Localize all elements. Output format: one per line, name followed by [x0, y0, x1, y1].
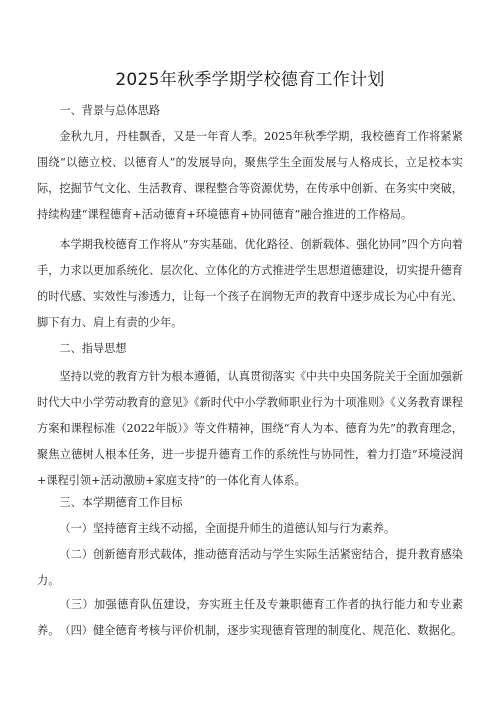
paragraph-background-1: 金秋九月，丹桂飘香，又是一年育人季。2025年秋季学期，我校德育工作将紧紧围绕“以德立校、以德育人”的发展导向，聚焦学生全面发展与人格成长，立足校本实际，挖掘节气文化、生活教育、课程整合等资源优势，在传承中创新、在务实中突破，持续构建“课程德育+活动德育+环境德育+协同德育”融合推进的工作格局。 [37, 130, 463, 221]
goal-item-4: （四）健全德育考核与评价机制，逐步实现德育管理的制度化、规范化、数据化。 [59, 624, 463, 637]
paragraph-background-2: 本学期我校德育工作将从“夯实基础、优化路径、创新载体、强化协同”四个方向着手，力求以更加系统化、层次化、立体化的方式推进学生思想道德建设，切实提升德育的时代感、实效性与渗透力，让每一个孩子在润物无声的教育中逐步成长为心中有光、脚下有力、肩上有责的少年。 [37, 238, 463, 329]
goal-item-2: （二）创新德育形式载体，推动德育活动与学生实际生活紧密结合，提升教育感染力。 [37, 548, 463, 587]
section-heading-guiding-ideology: 二、指导思想 [59, 342, 127, 355]
section-heading-background: 一、背景与总体思路 [59, 104, 161, 117]
section-heading-goals: 三、本学期德育工作目标 [59, 496, 183, 509]
goal-item-3: （三）加强德育队伍建设，夯实班主任及专兼职德育工作者的执行能力和专业素养。 [37, 598, 463, 637]
document-title: 2025年秋季学期学校德育工作计划 [115, 70, 385, 90]
paragraph-guiding-ideology: 坚持以党的教育方针为根本遵循，认真贯彻落实《中共中央国务院关于全面加强新时代大中小学劳动教育的意见》《新时代中小学教师职业行为十项准则》《义务教育课程方案和课程标准（2022年版）》等文件精神，围绕“育人为本、德育为先”的教育理念，聚焦立德树人根本任务，进一步提升德育工作的系统性与协同性，着力打造“环境浸润+课程引领+活动激励+家庭支持”的一体化育人体系。 [37, 370, 463, 487]
goal-item-1: （一）坚持德育主线不动摇，全面提升师生的道德认知与行为素养。 [59, 522, 396, 535]
